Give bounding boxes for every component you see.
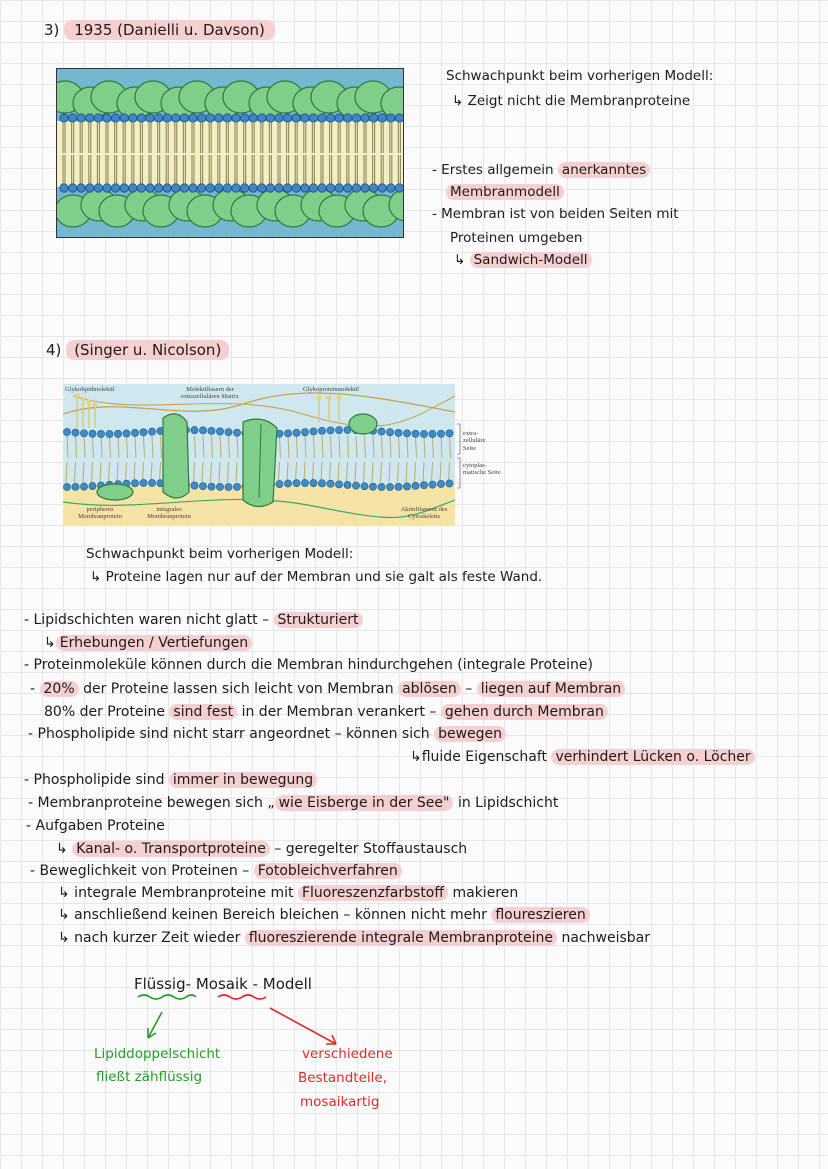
section3-title: 1935 (Danielli u. Davson) [64, 20, 275, 40]
fluid-mosaic-figure [63, 384, 503, 526]
label-integrales: integrales Membranprotein [147, 506, 191, 521]
model-word-mosaik: Mosaik [195, 975, 248, 993]
sandwich-membrane-diagram [57, 69, 403, 237]
red-note-line1: verschiedene [302, 1046, 393, 1062]
section3-number: 3) [44, 21, 60, 39]
section3-bullet2-line2: Proteinen umgeben [450, 230, 583, 246]
note-erhebungen: ↳ Erhebungen / Vertiefungen [44, 635, 252, 651]
hl-anerkanntes: anerkanntes [558, 162, 650, 178]
model-title: Flüssig- Mosaik - Modell [134, 975, 312, 993]
note-80-percent: 80% der Proteine sind fest in der Membran verankert – gehen durch Membran [44, 704, 608, 720]
red-note-line3: mosaikartig [300, 1094, 380, 1110]
section3-sandwich: ↳ Sandwich-Modell [454, 252, 592, 268]
section3-bullet1-line2: Membranmodell [446, 184, 564, 200]
green-note-line1: Lipiddoppelschicht [94, 1046, 221, 1062]
model-word-fluessig: Flüssig [134, 975, 186, 993]
note-fluide-eigenschaft: ↳fluide Eigenschaft verhindert Lücken o. Löcher [410, 749, 755, 765]
note-phospholipide-starr: - Phospholipide sind nicht starr angeordnet – können sich bewegen [28, 726, 506, 742]
section3-heading [44, 21, 275, 39]
label-glykoprotein: Glykoproteinmolekül [303, 386, 359, 393]
note-fluoreszenz: ↳ integrale Membranproteine mit Fluoreszenzfarbstoff makieren [58, 885, 519, 901]
section4-weakness-point: ↳ Proteine lagen nur auf der Membran und sie galt als feste Wand. [90, 569, 543, 585]
section4-title: (Singer u. Nicolson) [66, 340, 229, 360]
note-nachweisbar: ↳ nach kurzer Zeit wieder fluoreszierende integrale Membranproteine nachweisbar [58, 930, 650, 946]
label-extrazellulaer: extra-zelluläre Seite [463, 430, 486, 452]
label-glykolipid: Glykolipidmolekül [65, 386, 115, 393]
label-fasern: Molekülfasern der extrazellulären Matrix [181, 386, 239, 401]
green-squiggle [138, 995, 196, 999]
red-arrow-icon [270, 1008, 336, 1044]
note-immer-bewegung: - Phospholipide sind immer in bewegung [24, 772, 317, 788]
section3-bullet1: - Erstes allgemein anerkanntes [432, 162, 650, 178]
green-note-line2: fließt zähflüssig [96, 1069, 203, 1085]
section3-weakness-point: ↳ Zeigt nicht die Membranproteine [452, 93, 691, 109]
note-aufgaben: - Aufgaben Proteine [26, 818, 165, 834]
section3-weakness-title: Schwachpunkt beim vorherigen Modell: [446, 68, 714, 84]
green-arrow-icon [148, 1012, 162, 1038]
red-squiggle [218, 995, 266, 999]
note-kanalproteine: ↳ Kanal- o. Transportproteine – geregelter Stoffaustausch [56, 841, 468, 857]
note-20-percent: - 20% der Proteine lassen sich leicht von Membran ablösen – liegen auf Membran [30, 681, 625, 697]
note-eisberge: - Membranproteine bewegen sich „ wie Eisberge in der See" in Lipidschicht [28, 795, 559, 811]
hl-sandwich: Sandwich-Modell [470, 252, 592, 268]
section4-number: 4) [46, 341, 62, 359]
note-bleichen: ↳ anschließend keinen Bereich bleichen – können nicht mehr floureszieren [58, 907, 590, 923]
label-aktin: Aktinfilament des Cytoskeletts [400, 506, 448, 521]
label-peripheres: peripheres Membranprotein [78, 506, 122, 521]
section4-weakness-title: Schwachpunkt beim vorherigen Modell: [86, 546, 354, 562]
label-cytoplasmatisch: cytoplas-matische Seite [463, 462, 501, 477]
note-lipid-layers: - Lipidschichten waren nicht glatt – Strukturiert [24, 612, 363, 628]
danielli-davson-figure [56, 68, 404, 238]
note-beweglichkeit: - Beweglichkeit von Proteinen – Fotobleichverfahren [30, 863, 402, 879]
section4-heading [46, 341, 229, 359]
fluid-mosaic-diagram [63, 384, 503, 526]
section3-bullet2: - Membran ist von beiden Seiten mit [432, 206, 679, 222]
red-note-line2: Bestandteile, [298, 1070, 387, 1086]
note-proteinmolekuele: - Proteinmoleküle können durch die Membran hindurchgehen (integrale Proteine) [24, 657, 593, 673]
